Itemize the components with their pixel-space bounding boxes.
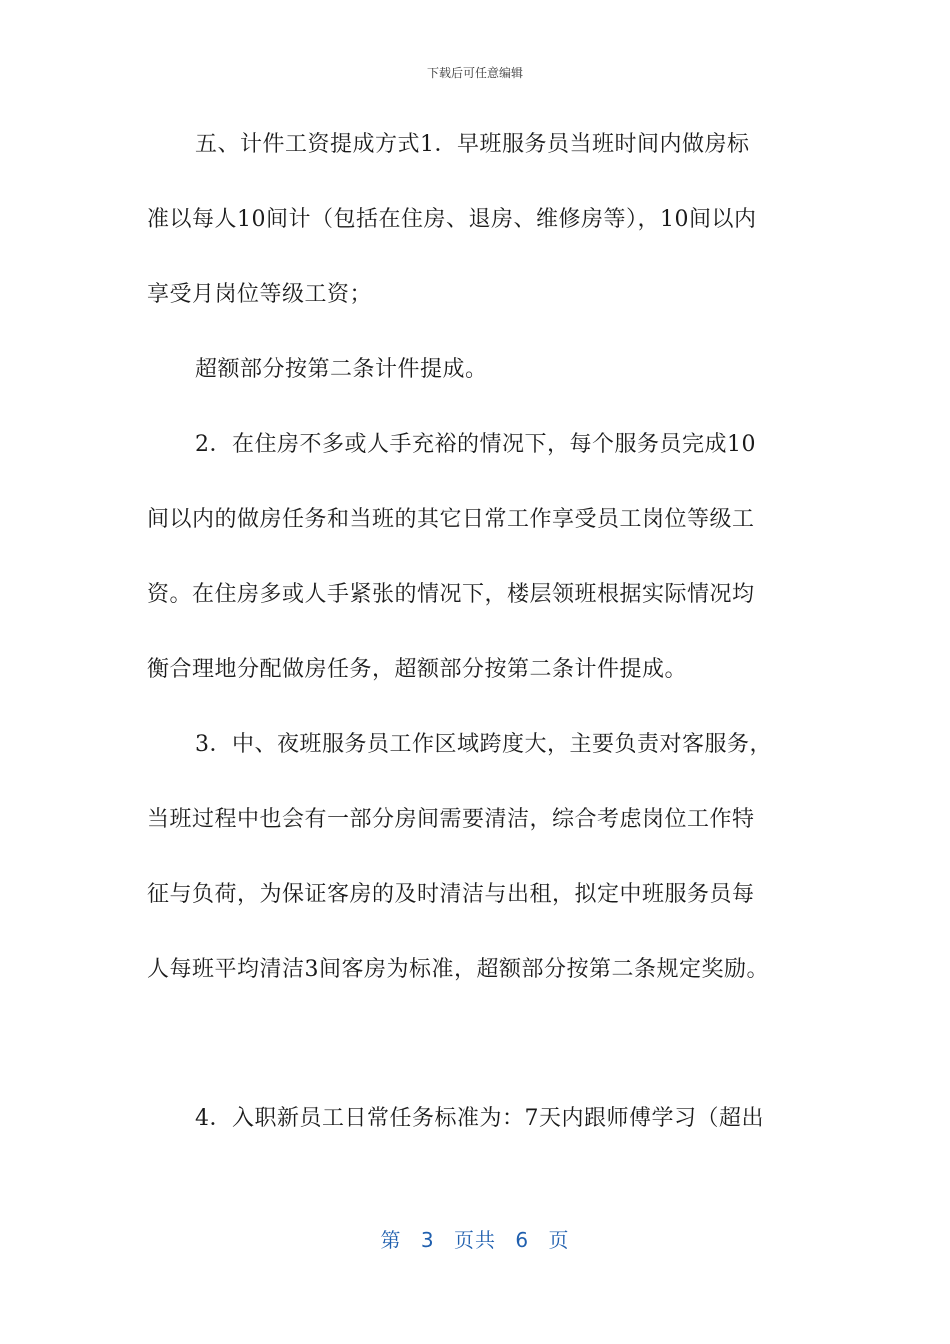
current-page-number: 3 xyxy=(420,1228,435,1252)
text-line: 准以每人10间计（包括在住房、退房、维修房等），10间以内 xyxy=(147,207,757,232)
text-line: 资。在住房多或人手紧张的情况下，楼层领班根据实际情况均 xyxy=(147,582,755,607)
text-line: 2．在住房不多或人手充裕的情况下，每个服务员完成10 xyxy=(195,432,756,457)
total-page-number: 6 xyxy=(515,1228,530,1252)
text-line: 间以内的做房任务和当班的其它日常工作享受员工岗位等级工 xyxy=(147,507,755,532)
text-line: 超额部分按第二条计件提成。 xyxy=(195,357,488,382)
text-line: 当班过程中也会有一部分房间需要清洁，综合考虑岗位工作特 xyxy=(147,807,755,832)
text-line: 衡合理地分配做房任务，超额部分按第二条计件提成。 xyxy=(147,657,688,682)
page-header: 下载后可任意编辑 xyxy=(426,66,523,80)
text-line: 五、计件工资提成方式1．早班服务员当班时间内做房标 xyxy=(195,132,750,157)
text-line: 征与负荷，为保证客房的及时清洁与出租，拟定中班服务员每 xyxy=(147,882,755,907)
page-number-footer xyxy=(0,1224,950,1253)
text-line: 3．中、夜班服务员工作区域跨度大，主要负责对客服务， xyxy=(195,732,772,757)
text-line: 人每班平均清洁3间客房为标准，超额部分按第二条规定奖励。 xyxy=(147,957,769,982)
footer-middle: 页共 xyxy=(454,1228,496,1252)
footer-suffix: 页 xyxy=(548,1228,570,1252)
footer-prefix: 第 xyxy=(380,1228,402,1252)
text-line: 享受月岗位等级工资； xyxy=(147,282,373,307)
text-line: 4．入职新员工日常任务标准为：7天内跟师傅学习（超出 xyxy=(195,1106,764,1131)
